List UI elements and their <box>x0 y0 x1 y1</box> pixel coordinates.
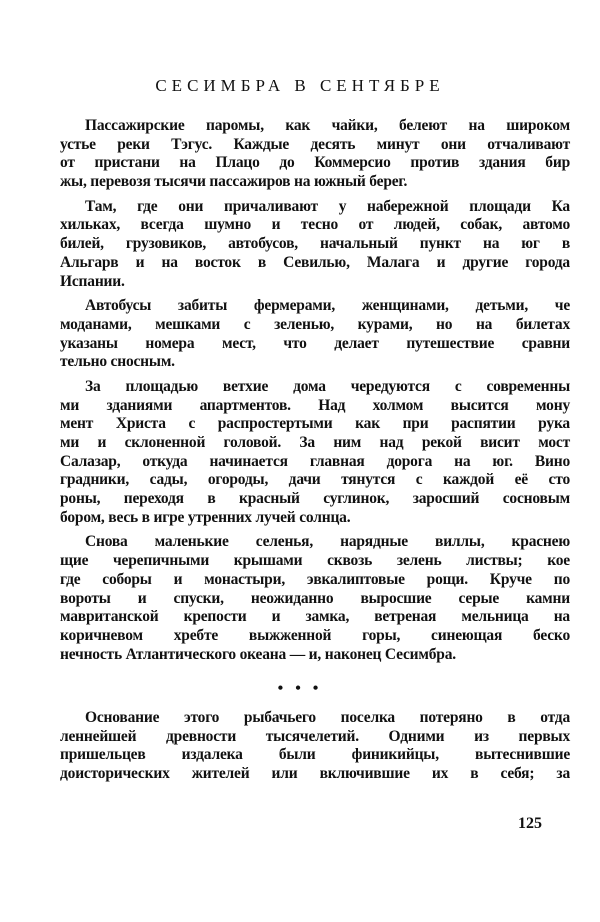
text-line: Автобусы забиты фермерами, женщинами, детьми, че <box>85 297 570 315</box>
page-number: 125 <box>518 815 542 832</box>
text-line: щие черепичными крышами сквозь зелень листвы; кое <box>60 552 570 570</box>
text-line: бором, весь в игре утренних лучей солнца. <box>60 508 351 526</box>
chapter-title: СЕСИМБРА В СЕНТЯБРЕ <box>155 76 445 95</box>
paragraph <box>60 709 570 784</box>
text-line: коричневом хребте выжженной горы, синеющая беско <box>60 626 570 644</box>
text-line: устье реки Тэгус. Каждые десять минут они отчаливают <box>60 135 570 153</box>
text-line: мавританской крепости и замка, ветреная мельница на <box>60 608 570 626</box>
text-line: хильках, всегда шумно и тесно от людей, собак, автомо <box>60 216 570 234</box>
text-line: где соборы и монастыри, эвкалиптовые рощи. Круче по <box>60 570 570 588</box>
text-line: нечность Атлантического океана — и, наконец Сесимбра. <box>60 645 456 663</box>
text-line: Основание этого рыбачьего поселка потеряно в отда <box>85 709 570 726</box>
text-line: Испании. <box>60 272 125 290</box>
text-line: от пристани на Плацо до Коммерсио против здания бир <box>60 154 570 172</box>
text-line: роны, переходя в красный суглинок, заросший сосновым <box>60 490 570 508</box>
text-line: Там, где они причаливают у набережной площади Ка <box>85 197 570 215</box>
text-line: билей, грузовиков, автобусов, начальный пункт на юг в <box>60 235 570 253</box>
chapter-body-continued <box>60 709 570 790</box>
text-line: моданами, мешками с зеленью, курами, но на билетах <box>60 315 570 333</box>
text-line: градники, сады, огороды, дачи тянутся с каждой её сто <box>60 471 570 489</box>
text-line: доисторических жителей или включившие их в себя; за <box>60 765 570 783</box>
text-line: пришельцев издалека были финикийцы, вытеснившие <box>60 746 570 764</box>
paragraph <box>60 117 570 192</box>
text-line: Салазар, откуда начинается главная дорога на юг. Вино <box>60 452 570 470</box>
text-line: Альгарв и на восток в Севилью, Малага и другие города <box>60 253 570 271</box>
text-line: мент Христа с распростертыми как при распятии рука <box>60 415 570 433</box>
text-line: ми зданиями апартментов. Над холмом высится мону <box>60 396 570 414</box>
text-line: ми и склоненной головой. За ним над рекой висит мост <box>60 434 570 451</box>
text-line: Пассажирские паромы, как чайки, белеют на широком <box>85 117 570 134</box>
text-line: тельно сносным. <box>60 353 175 371</box>
text-line: Снова маленькие селенья, нарядные виллы, краснею <box>85 533 570 551</box>
text-line: жы, перевозя тысячи пассажиров на южный берег. <box>60 173 408 191</box>
chapter-body <box>60 117 570 670</box>
text-line: За площадью ветхие дома чередуются с современны <box>85 377 570 395</box>
text-line: указаны номера мест, что делает путешествие сравни <box>60 334 570 352</box>
paragraph <box>60 198 570 291</box>
text-line: леннейшей древности тысячелетий. Одними из первых <box>60 727 570 745</box>
paragraph <box>60 378 570 528</box>
section-separator: • • • <box>277 680 323 697</box>
paragraph <box>60 297 570 372</box>
paragraph <box>60 533 570 664</box>
text-line: вороты и спуски, неожиданно выросшие серые камни <box>60 589 570 607</box>
